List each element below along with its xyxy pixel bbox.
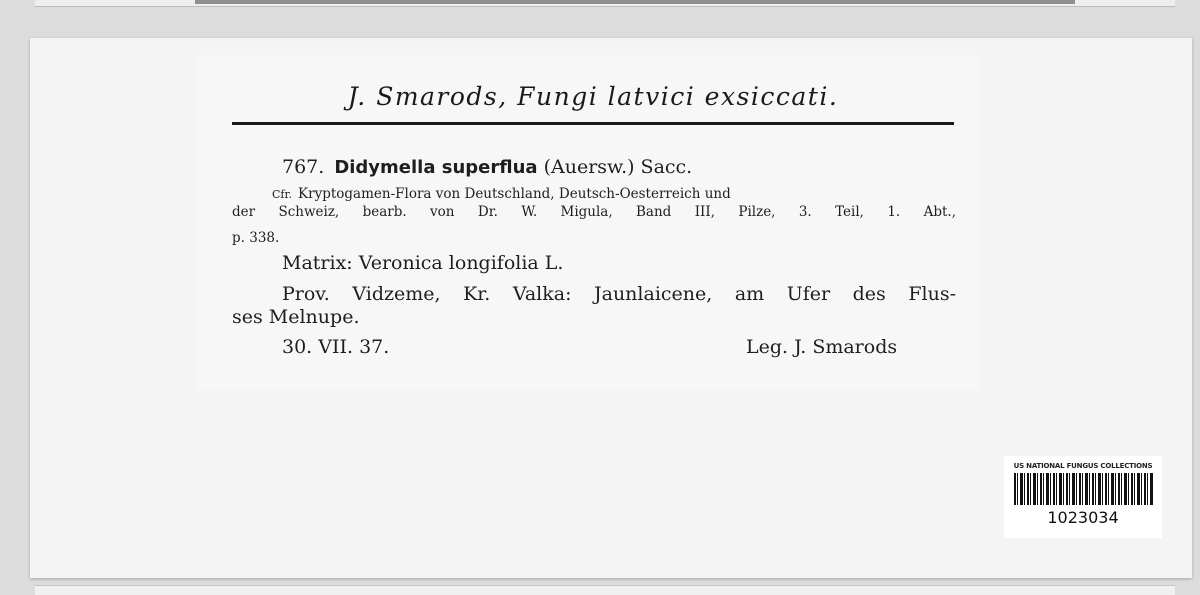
locality-line-2: ses Melnupe. <box>232 306 360 328</box>
collection-date: 30. VII. 37. <box>282 336 390 358</box>
citation-line-2: der Schweiz, bearb. von Dr. W. Migula, Band III, Pilze, 3. Teil, 1. Abt., <box>232 204 956 220</box>
matrix-line: Matrix: Veronica longifolia L. <box>282 252 564 274</box>
barcode-header: US NATIONAL FUNGUS COLLECTIONS <box>1013 462 1153 470</box>
specimen-heading <box>282 156 692 178</box>
species-name: Didymella superflua <box>334 157 538 178</box>
collector: Leg. J. Smarods <box>746 336 898 358</box>
locality-line-1: Prov. Vidzeme, Kr. Valka: Jaunlaicene, am Ufer des Flus- <box>282 283 956 305</box>
barcode-label <box>1004 456 1162 538</box>
adjacent-sheet-edge <box>195 0 1075 4</box>
adjacent-sheet-top <box>35 0 1175 7</box>
exsiccata-number: 767. <box>282 156 325 178</box>
citation-text-1: Kryptogamen-Flora von Deutschland, Deutsch-Oesterreich und <box>298 186 731 202</box>
citation-prefix: Cfr. <box>272 188 293 201</box>
citation-line-3: p. 338. <box>232 230 280 246</box>
citation-line-1 <box>272 186 956 202</box>
label-title: J. Smarods, Fungi latvici exsiccati. <box>347 82 839 111</box>
title-rule <box>232 122 954 125</box>
barcode-bars <box>1014 473 1154 505</box>
barcode-number: 1023034 <box>1047 508 1119 527</box>
species-authority: (Auersw.) Sacc. <box>543 156 693 178</box>
